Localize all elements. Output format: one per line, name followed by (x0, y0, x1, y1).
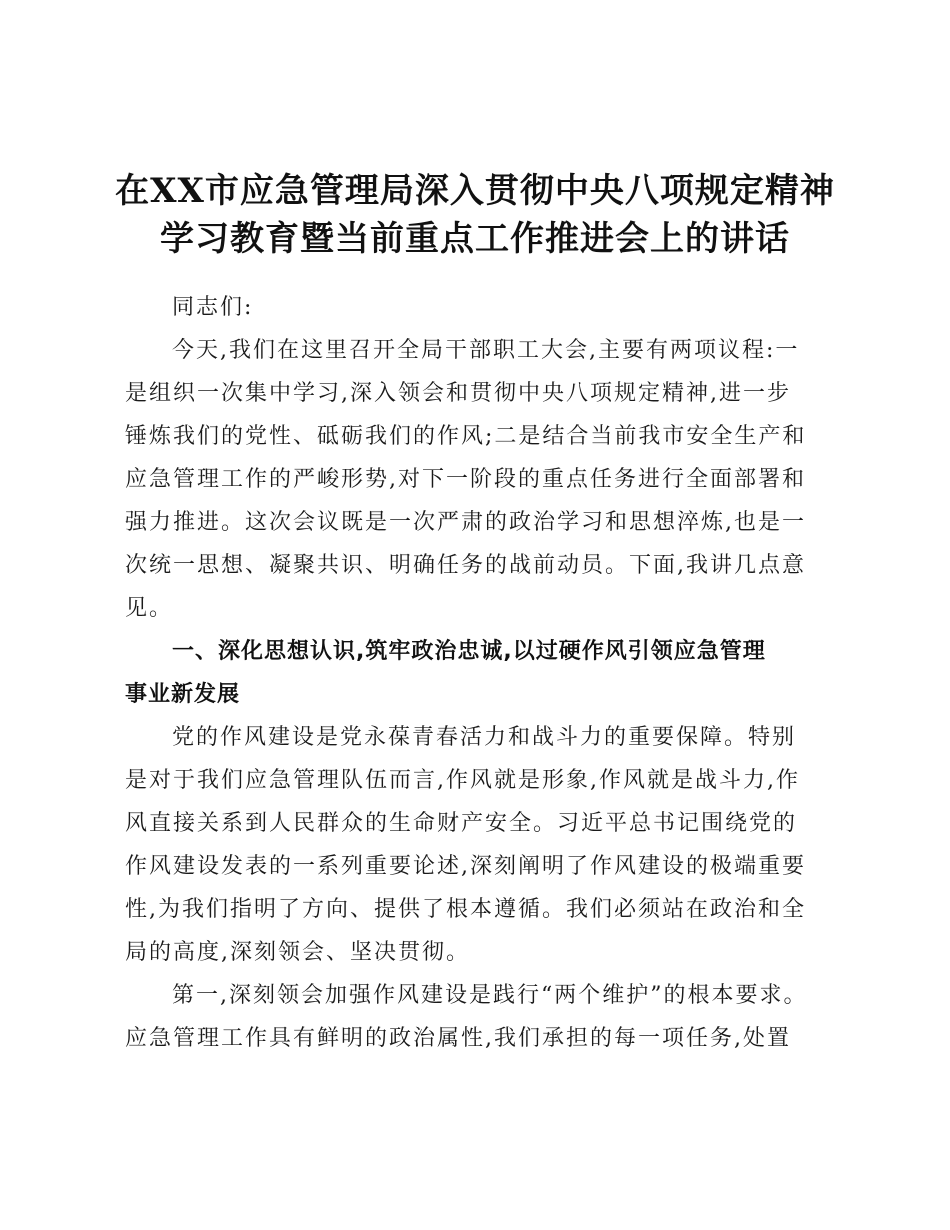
paragraph-2-line-4: 作风建设发表的一系列重要论述,深刻阐明了作风建设的极端重要 (125, 854, 806, 879)
paragraph-3-line-2: 应急管理工作具有鲜明的政治属性,我们承担的每一项任务,处置 (125, 1026, 791, 1051)
paragraph-1-line-2: 是组织一次集中学习,深入领会和贯彻中央八项规定精神,进一步 (125, 381, 791, 406)
paragraph-1-line-6: 次统一思想、凝聚共识、明确任务的战前动员。下面,我讲几点意 (125, 553, 806, 578)
paragraph-1-line-4: 应急管理工作的严峻形势,对下一阶段的重点任务进行全面部署和 (125, 467, 806, 492)
paragraph-2-line-5: 性,为我们指明了方向、提供了根本遵循。我们必须站在政治和全 (125, 897, 806, 922)
document-title-line-1: 在XX市应急管理局深入贯彻中央八项规定精神 (115, 171, 835, 211)
paragraph-1-line-7: 见。 (125, 596, 174, 621)
paragraph-1-line-5: 强力推进。这次会议既是一次严肃的政治学习和思想淬炼,也是一 (125, 510, 806, 535)
document-title-line-2: 学习教育暨当前重点工作推进会上的讲话 (160, 219, 790, 259)
paragraph-1-line-3: 锤炼我们的党性、砥砺我们的作风;二是结合当前我市安全生产和 (125, 424, 807, 449)
paragraph-2-line-6: 局的高度,深刻领会、坚决贯彻。 (125, 940, 470, 965)
paragraph-2-line-3: 风直接关系到人民群众的生命财产安全。习近平总书记围绕党的 (125, 811, 798, 836)
section-1-heading-line-2: 事业新发展 (125, 682, 241, 707)
paragraph-3-line-1: 第一,深刻领会加强作风建设是践行“两个维护”的根本要求。 (172, 983, 808, 1008)
section-1-heading-line-1: 一、深化思想认识,筑牢政治忠诚,以过硬作风引领应急管理 (172, 639, 766, 664)
paragraph-2-line-1: 党的作风建设是党永葆青春活力和战斗力的重要保障。特别 (172, 725, 797, 750)
paragraph-1-line-1: 今天,我们在这里召开全局干部职工大会,主要有两项议程:一 (172, 338, 800, 363)
paragraph-2-line-2: 是对于我们应急管理队伍而言,作风就是形象,作风就是战斗力,作 (125, 768, 800, 793)
salutation: 同志们: (172, 295, 254, 320)
